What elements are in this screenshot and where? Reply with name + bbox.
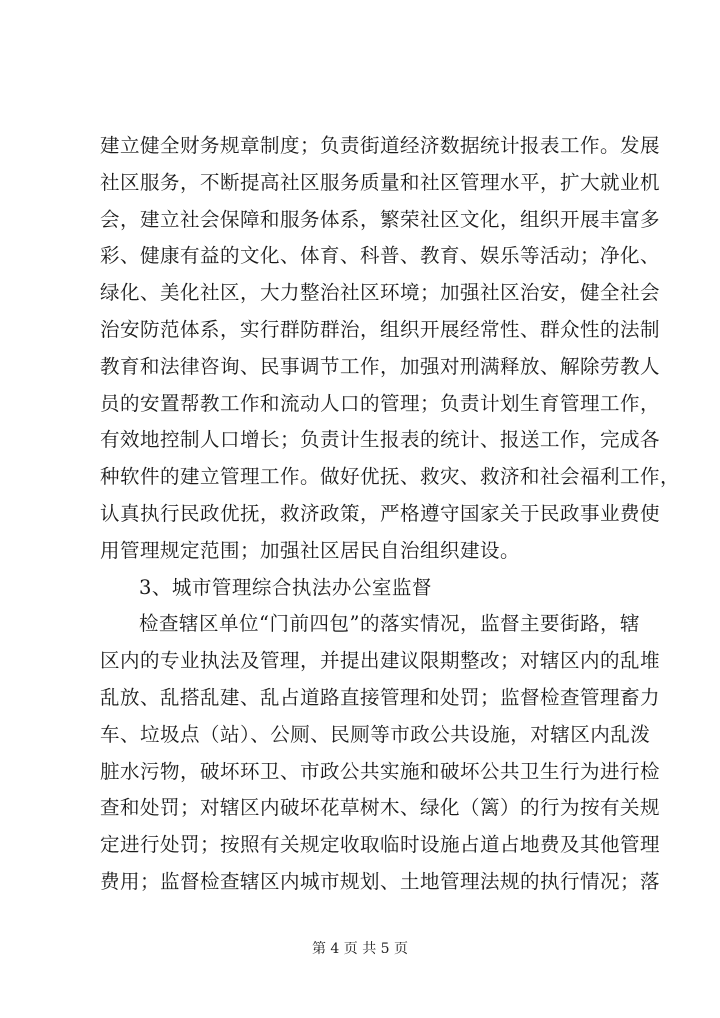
text-line: 建立健全财务规章制度；负责街道经济数据统计报表工作。发展	[100, 134, 661, 157]
text-line: 用管理规定范围；加强社区居民自治组织建设。	[100, 538, 521, 562]
text-line: 区内的专业执法及管理，并提出建议限期整改；对辖区内的乱堆	[100, 649, 661, 673]
text-line: 乱放、乱搭乱建、乱占道路直接管理和处罚；监督检查管理畜力	[100, 685, 661, 709]
text-line: 社区服务，不断提高社区服务质量和社区管理水平，扩大就业机	[100, 170, 661, 194]
body-text	[100, 128, 681, 901]
text-line: 治安防范体系，实行群防群治，组织开展经常性、群众性的法制	[100, 317, 661, 341]
text-line: 彩、健康有益的文化、体育、科普、教育、娱乐等活动；净化、	[100, 244, 661, 268]
text-line: 车、垃圾点（站）、公厕、民厕等市政公共设施，对辖区内乱泼	[100, 722, 651, 746]
text-line: 种软件的建立管理工作。做好优抚、救灾、救济和社会福利工作，	[100, 465, 681, 489]
text-line: 定进行处罚；按照有关规定收取临时设施占道占地费及其他管理	[100, 833, 661, 857]
text-line: 检查辖区单位“门前四包”的落实情况，监督主要街路，辖	[139, 612, 640, 636]
text-line: 有效地控制人口增长；负责计生报表的统计、报送工作，完成各	[100, 428, 661, 452]
text-line: 会，建立社会保障和服务体系，繁荣社区文化，组织开展丰富多	[100, 207, 661, 231]
page-number-footer: 第 4 页 共 5 页	[311, 941, 409, 957]
text-line: 绿化、美化社区，大力整治社区环境；加强社区治安，健全社会	[100, 281, 661, 305]
section-heading: 3、城市管理综合执法办公室监督	[139, 575, 432, 599]
text-line: 查和处罚；对辖区内破坏花草树木、绿化（篱）的行为按有关规	[100, 796, 661, 820]
text-line: 脏水污物，破坏环卫、市政公共实施和破坏公共卫生行为进行检	[100, 759, 661, 783]
text-line: 认真执行民政优抚，救济政策，严格遵守国家关于民政事业费使	[100, 501, 661, 525]
text-line: 教育和法律咨询、民事调节工作，加强对刑满释放、解除劳教人	[100, 354, 661, 378]
text-line: 员的安置帮教工作和流动人口的管理；负责计划生育管理工作，	[100, 391, 661, 415]
text-line: 费用；监督检查辖区内城市规划、土地管理法规的执行情况；落	[100, 869, 661, 893]
